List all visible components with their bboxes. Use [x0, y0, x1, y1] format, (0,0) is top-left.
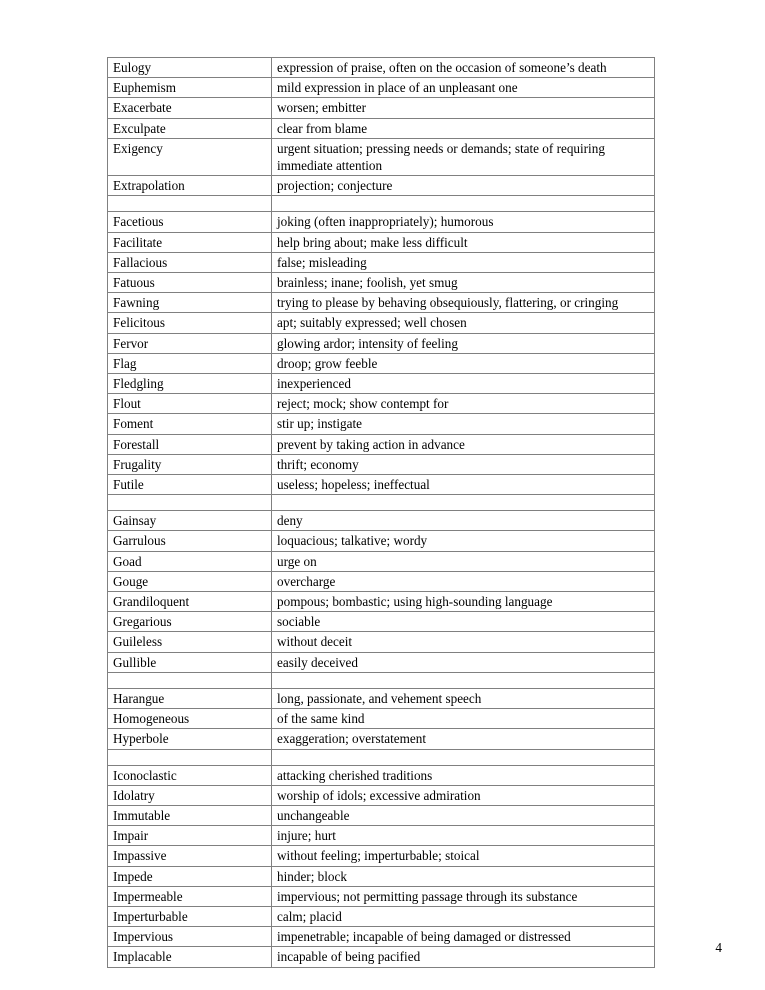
- vocabulary-term: Fervor: [108, 333, 272, 353]
- table-row: [108, 551, 655, 571]
- vocabulary-term: Iconoclastic: [108, 765, 272, 785]
- table-row: [108, 826, 655, 846]
- spacer-cell: [108, 495, 272, 511]
- table-row: [108, 475, 655, 495]
- vocabulary-term: Fawning: [108, 293, 272, 313]
- vocabulary-definition: expression of praise, often on the occasion of someone’s death: [272, 58, 655, 78]
- vocabulary-term: Guileless: [108, 632, 272, 652]
- vocabulary-definition: easily deceived: [272, 652, 655, 672]
- vocabulary-definition: attacking cherished traditions: [272, 765, 655, 785]
- vocabulary-definition: useless; hopeless; ineffectual: [272, 475, 655, 495]
- vocabulary-term: Frugality: [108, 454, 272, 474]
- table-row: [108, 927, 655, 947]
- vocabulary-term: Fatuous: [108, 273, 272, 293]
- vocabulary-term: Exacerbate: [108, 98, 272, 118]
- vocabulary-term: Foment: [108, 414, 272, 434]
- letter-group-spacer-row: [108, 749, 655, 765]
- vocabulary-definition: loquacious; talkative; wordy: [272, 531, 655, 551]
- table-row: [108, 353, 655, 373]
- table-row: [108, 273, 655, 293]
- table-row: [108, 765, 655, 785]
- vocabulary-definition: urgent situation; pressing needs or demands; state of requiring immediate attention: [272, 138, 655, 175]
- spacer-cell: [272, 749, 655, 765]
- table-row: [108, 886, 655, 906]
- vocabulary-term: Fledgling: [108, 374, 272, 394]
- vocabulary-definition: impenetrable; incapable of being damaged or distressed: [272, 927, 655, 947]
- vocabulary-term: Facetious: [108, 212, 272, 232]
- table-row: [108, 729, 655, 749]
- vocabulary-term: Flag: [108, 353, 272, 373]
- vocabulary-term: Gainsay: [108, 511, 272, 531]
- vocabulary-term: Impair: [108, 826, 272, 846]
- vocabulary-term: Exigency: [108, 138, 272, 175]
- vocabulary-term: Impassive: [108, 846, 272, 866]
- vocabulary-definition: false; misleading: [272, 252, 655, 272]
- vocabulary-definition: help bring about; make less difficult: [272, 232, 655, 252]
- vocabulary-definition: sociable: [272, 612, 655, 632]
- vocabulary-term: Implacable: [108, 947, 272, 967]
- vocabulary-term: Gregarious: [108, 612, 272, 632]
- vocabulary-definition: calm; placid: [272, 906, 655, 926]
- vocabulary-term: Goad: [108, 551, 272, 571]
- table-row: [108, 333, 655, 353]
- spacer-cell: [108, 749, 272, 765]
- table-row: [108, 846, 655, 866]
- vocabulary-definition: projection; conjecture: [272, 176, 655, 196]
- table-row: [108, 212, 655, 232]
- table-row: [108, 98, 655, 118]
- vocabulary-definition: long, passionate, and vehement speech: [272, 688, 655, 708]
- table-row: [108, 571, 655, 591]
- vocabulary-term: Harangue: [108, 688, 272, 708]
- table-row: [108, 374, 655, 394]
- vocabulary-term: Exculpate: [108, 118, 272, 138]
- letter-group-spacer-row: [108, 196, 655, 212]
- vocabulary-definition: incapable of being pacified: [272, 947, 655, 967]
- letter-group-spacer-row: [108, 495, 655, 511]
- vocabulary-definition: deny: [272, 511, 655, 531]
- vocabulary-definition: pompous; bombastic; using high-sounding language: [272, 592, 655, 612]
- table-row: [108, 709, 655, 729]
- vocabulary-definition: mild expression in place of an unpleasant one: [272, 78, 655, 98]
- vocabulary-term: Fallacious: [108, 252, 272, 272]
- vocabulary-term: Gouge: [108, 571, 272, 591]
- table-row: [108, 394, 655, 414]
- vocabulary-definition: prevent by taking action in advance: [272, 434, 655, 454]
- table-row: [108, 414, 655, 434]
- vocabulary-definition: reject; mock; show contempt for: [272, 394, 655, 414]
- vocabulary-term: Forestall: [108, 434, 272, 454]
- table-row: [108, 632, 655, 652]
- vocabulary-definition: overcharge: [272, 571, 655, 591]
- vocabulary-term: Flout: [108, 394, 272, 414]
- table-row: [108, 454, 655, 474]
- table-row: [108, 592, 655, 612]
- vocabulary-table-container: [107, 57, 654, 968]
- table-row: [108, 58, 655, 78]
- vocabulary-definition: hinder; block: [272, 866, 655, 886]
- vocabulary-table-body: [108, 58, 655, 968]
- vocabulary-definition: worship of idols; excessive admiration: [272, 785, 655, 805]
- vocabulary-definition: thrift; economy: [272, 454, 655, 474]
- table-row: [108, 805, 655, 825]
- vocabulary-term: Impervious: [108, 927, 272, 947]
- table-row: [108, 652, 655, 672]
- table-row: [108, 138, 655, 175]
- table-row: [108, 688, 655, 708]
- vocabulary-definition: brainless; inane; foolish, yet smug: [272, 273, 655, 293]
- spacer-cell: [108, 196, 272, 212]
- spacer-cell: [272, 196, 655, 212]
- vocabulary-term: Extrapolation: [108, 176, 272, 196]
- vocabulary-table: [107, 57, 655, 968]
- table-row: [108, 434, 655, 454]
- vocabulary-term: Imperturbable: [108, 906, 272, 926]
- table-row: [108, 866, 655, 886]
- page-number: 4: [715, 940, 722, 955]
- table-row: [108, 612, 655, 632]
- vocabulary-term: Impede: [108, 866, 272, 886]
- table-row: [108, 785, 655, 805]
- vocabulary-definition: exaggeration; overstatement: [272, 729, 655, 749]
- vocabulary-term: Idolatry: [108, 785, 272, 805]
- table-row: [108, 252, 655, 272]
- vocabulary-definition: apt; suitably expressed; well chosen: [272, 313, 655, 333]
- vocabulary-term: Grandiloquent: [108, 592, 272, 612]
- vocabulary-definition: injure; hurt: [272, 826, 655, 846]
- vocabulary-term: Gullible: [108, 652, 272, 672]
- vocabulary-term: Felicitous: [108, 313, 272, 333]
- vocabulary-definition: without deceit: [272, 632, 655, 652]
- spacer-cell: [272, 672, 655, 688]
- spacer-cell: [272, 495, 655, 511]
- table-row: [108, 78, 655, 98]
- vocabulary-definition: unchangeable: [272, 805, 655, 825]
- vocabulary-definition: droop; grow feeble: [272, 353, 655, 373]
- vocabulary-definition: worsen; embitter: [272, 98, 655, 118]
- vocabulary-definition: of the same kind: [272, 709, 655, 729]
- vocabulary-term: Facilitate: [108, 232, 272, 252]
- vocabulary-term: Immutable: [108, 805, 272, 825]
- table-row: [108, 118, 655, 138]
- vocabulary-term: Euphemism: [108, 78, 272, 98]
- vocabulary-definition: urge on: [272, 551, 655, 571]
- vocabulary-definition: stir up; instigate: [272, 414, 655, 434]
- vocabulary-definition: glowing ardor; intensity of feeling: [272, 333, 655, 353]
- vocabulary-definition: inexperienced: [272, 374, 655, 394]
- table-row: [108, 947, 655, 967]
- vocabulary-term: Impermeable: [108, 886, 272, 906]
- table-row: [108, 531, 655, 551]
- table-row: [108, 176, 655, 196]
- vocabulary-term: Homogeneous: [108, 709, 272, 729]
- vocabulary-term: Hyperbole: [108, 729, 272, 749]
- spacer-cell: [108, 672, 272, 688]
- table-row: [108, 906, 655, 926]
- table-row: [108, 511, 655, 531]
- letter-group-spacer-row: [108, 672, 655, 688]
- vocabulary-term: Eulogy: [108, 58, 272, 78]
- vocabulary-definition: impervious; not permitting passage through its substance: [272, 886, 655, 906]
- vocabulary-definition: without feeling; imperturbable; stoical: [272, 846, 655, 866]
- vocabulary-definition: trying to please by behaving obsequiously, flattering, or cringing: [272, 293, 655, 313]
- vocabulary-definition: clear from blame: [272, 118, 655, 138]
- vocabulary-term: Futile: [108, 475, 272, 495]
- vocabulary-definition: joking (often inappropriately); humorous: [272, 212, 655, 232]
- table-row: [108, 232, 655, 252]
- table-row: [108, 293, 655, 313]
- table-row: [108, 313, 655, 333]
- vocabulary-term: Garrulous: [108, 531, 272, 551]
